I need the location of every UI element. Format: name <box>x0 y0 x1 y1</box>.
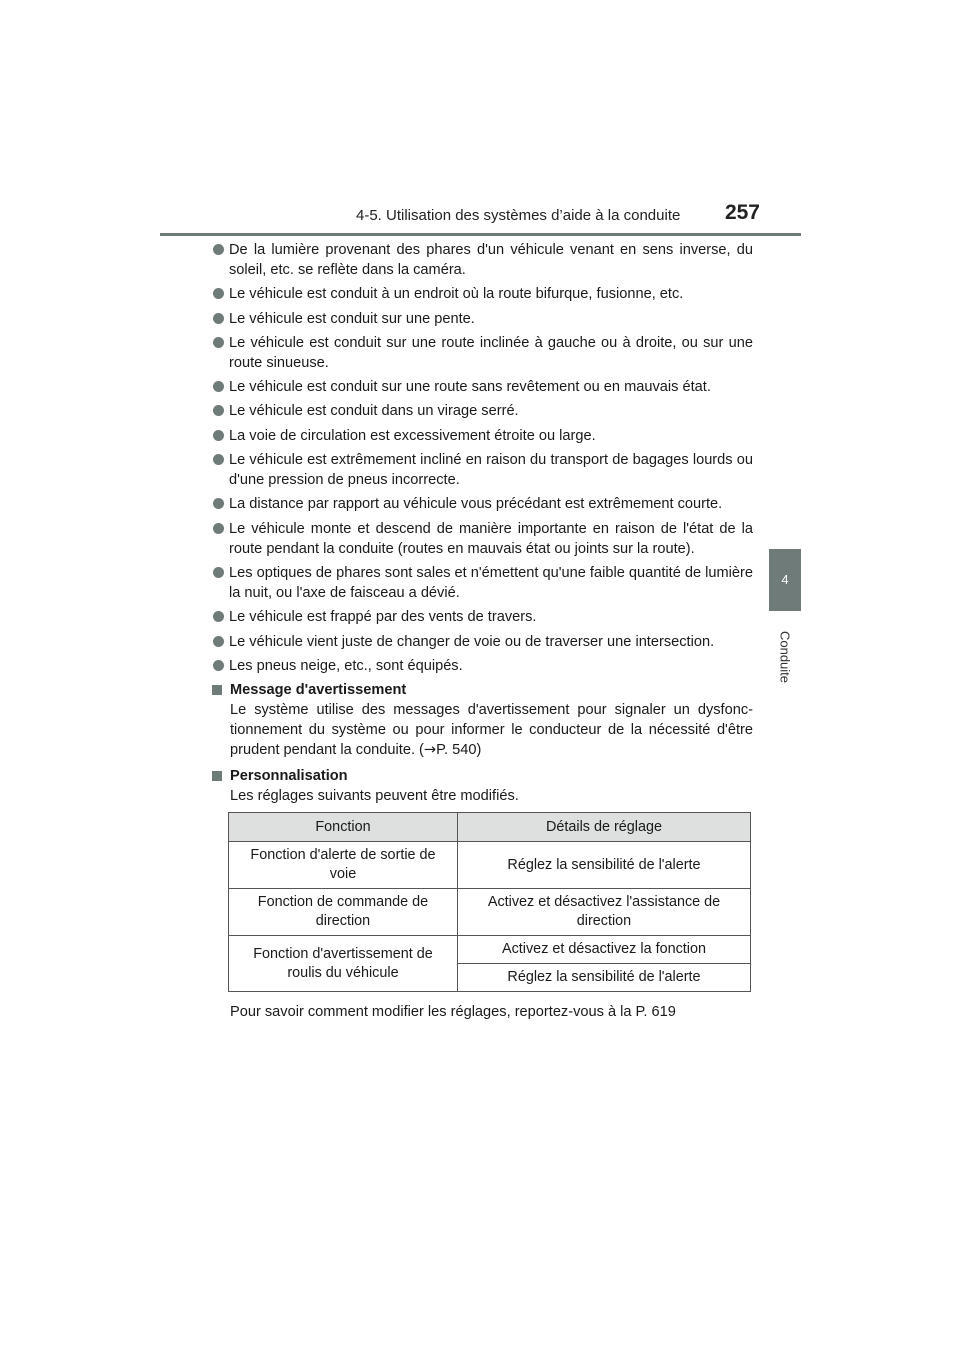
details-cell: Réglez la sensibilité de l'alerte <box>458 842 751 889</box>
table-row <box>229 842 751 889</box>
column-header-details: Détails de réglage <box>458 813 751 842</box>
section-title: 4-5. Utilisation des systèmes d’aide à la conduite <box>356 207 681 224</box>
chapter-label-text: Conduite <box>777 630 793 684</box>
table-header-row <box>229 813 751 842</box>
warning-body-text: Le système utilise des messages d'avertissement pour signaler un dysfonc-tionnement du système ou pour informer le conducteur de la nécessité d'être prudent pendant la conduite. ( <box>230 702 753 759</box>
list-item: Le véhicule est frappé par des vents de travers. <box>211 607 753 627</box>
list-item: Le véhicule est conduit à un endroit où la route bifurque, fusionne, etc. <box>211 284 753 304</box>
details-cell: Activez et désactivez la fonction <box>458 936 751 964</box>
details-cell: Réglez la sensibilité de l'alerte <box>458 964 751 992</box>
chapter-tab: 4 <box>769 549 801 611</box>
list-item: Le véhicule est conduit dans un virage serré. <box>211 401 753 421</box>
list-item: Les optiques de phares sont sales et n'émettent qu'une faible quantité de lumière la nuit, ou l'axe de faisceau a dévié. <box>211 563 753 603</box>
arrow-icon: → <box>423 741 437 759</box>
list-item: La voie de circulation est excessivement étroite ou large. <box>211 426 753 446</box>
page-content <box>211 240 753 1022</box>
details-cell: Activez et désactivez l'assistance de direction <box>458 889 751 936</box>
list-item: De la lumière provenant des phares d'un véhicule venant en sens inverse, du soleil, etc. se reflète dans la caméra. <box>211 240 753 280</box>
custom-section-title: Personnalisation <box>211 766 753 786</box>
table-row <box>229 889 751 936</box>
list-item: Le véhicule est conduit sur une route inclinée à gauche ou à droite, ou sur une route sinueuse. <box>211 333 753 373</box>
warning-section-body <box>211 700 753 760</box>
warning-section-title: Message d'avertissement <box>211 680 753 700</box>
header-rule <box>160 233 801 236</box>
function-cell: Fonction d'alerte de sortie de voie <box>229 842 458 889</box>
function-cell: Fonction de commande de direction <box>229 889 458 936</box>
footnote: Pour savoir comment modifier les réglages, reportez-vous à la P. 619 <box>230 1004 676 1021</box>
list-item: Le véhicule vient juste de changer de voie ou de traverser une intersection. <box>211 632 753 652</box>
page-header <box>160 198 801 238</box>
settings-table <box>228 812 751 992</box>
list-item: Les pneus neige, etc., sont équipés. <box>211 656 753 676</box>
list-item: Le véhicule est conduit sur une pente. <box>211 309 753 329</box>
conditions-list <box>211 240 753 676</box>
list-item: Le véhicule est extrêmement incliné en raison du transport de bagages lourds ou d'une pression de pneus incorrecte. <box>211 450 753 490</box>
list-item: Le véhicule monte et descend de manière importante en raison de l'état de la route pendant la conduite (routes en mauvais état ou joints sur la route). <box>211 519 753 559</box>
function-cell: Fonction d'avertissement de roulis du véhicule <box>229 936 458 992</box>
table-row <box>229 936 751 964</box>
page-number: 257 <box>724 201 760 224</box>
page-reference-link[interactable]: P. 540) <box>436 742 482 759</box>
custom-section-body: Les réglages suivants peuvent être modifiés. <box>230 788 519 805</box>
list-item: Le véhicule est conduit sur une route sans revêtement ou en mauvais état. <box>211 377 753 397</box>
list-item: La distance par rapport au véhicule vous précédant est extrêmement courte. <box>211 494 753 514</box>
column-header-function: Fonction <box>229 813 458 842</box>
chapter-label <box>760 622 810 692</box>
